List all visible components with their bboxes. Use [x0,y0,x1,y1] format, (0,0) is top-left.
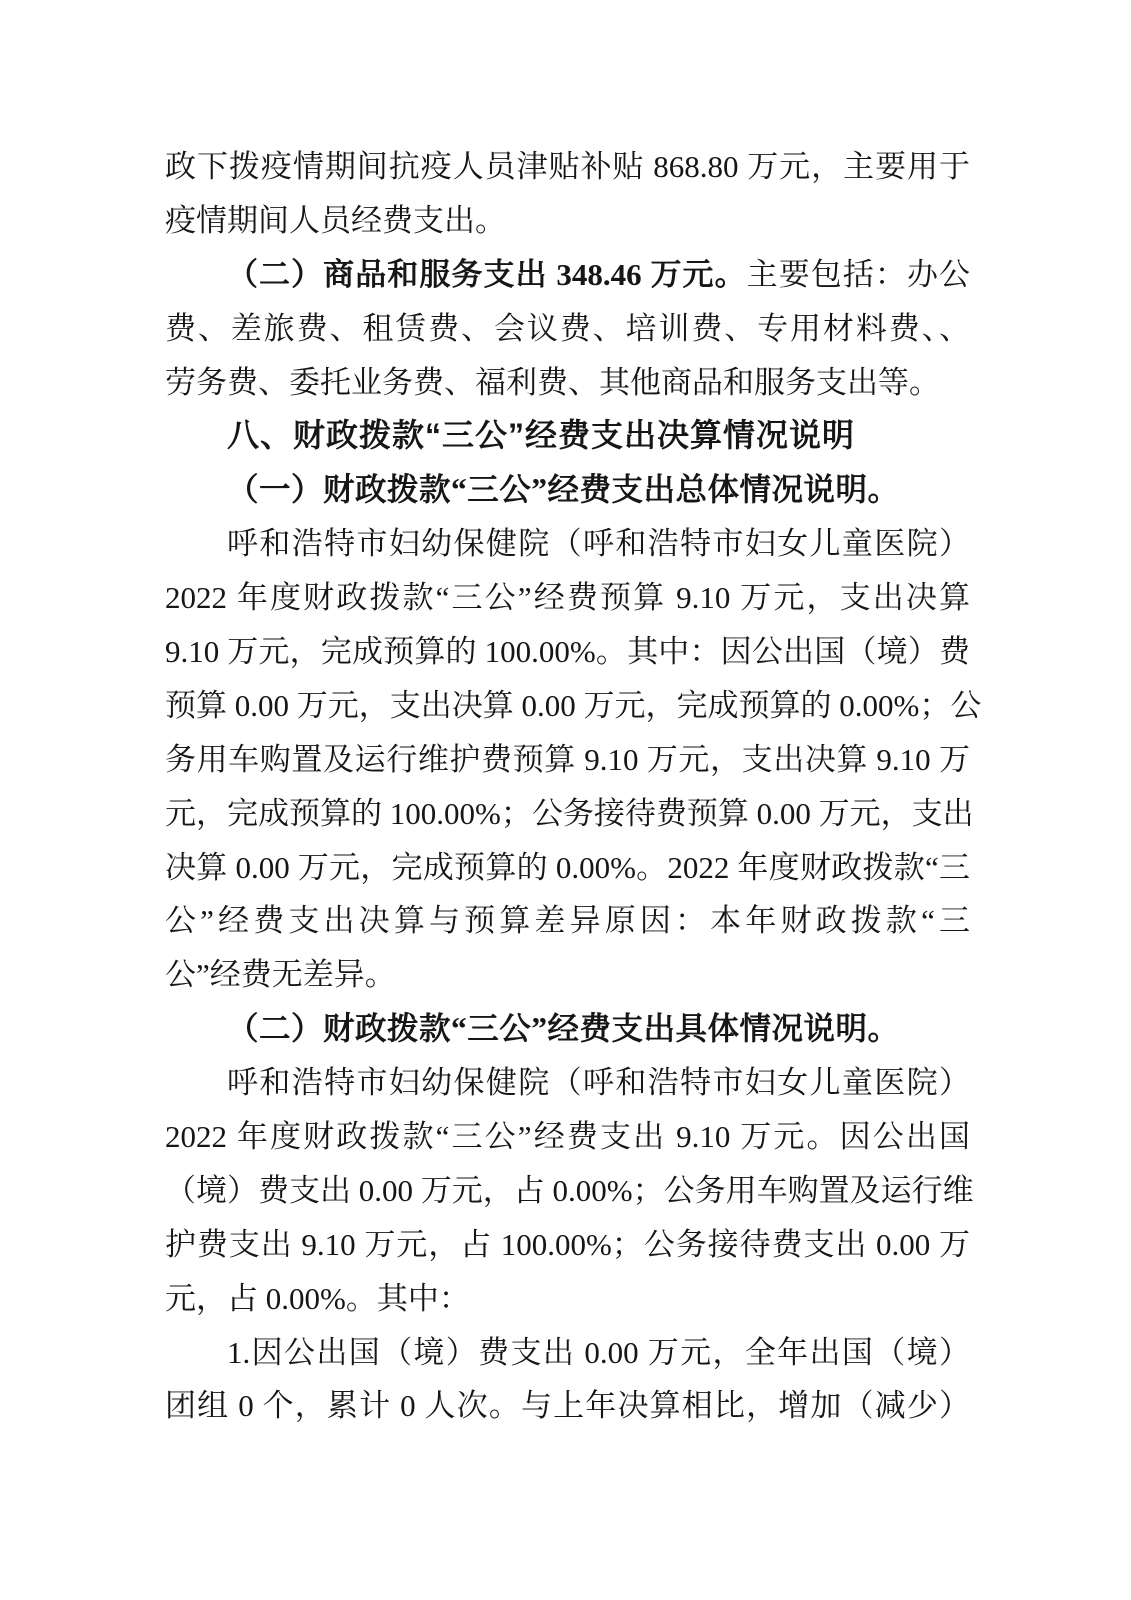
body-line-item1-groups: 团组 0 个，累计 0 人次。与上年决算相比，增加（减少） [165,1388,970,1424]
heading-detail-situation: （二）财政拨款“三公”经费支出具体情况说明。 [227,1011,900,1047]
body-line-budget-total: 2022 年度财政拨款“三公”经费预算 9.10 万元，支出决算 [165,580,970,616]
goods-services-regular-run: 主要包括：办公 [746,256,971,292]
body-line-hospital-name-2: 呼和浩特市妇幼保健院（呼和浩特市妇女儿童医院） [227,1065,970,1101]
body-line-hospital-name: 呼和浩特市妇幼保健院（呼和浩特市妇女儿童医院） [227,526,970,562]
body-line-no-variance: 公”经费无差异。 [165,957,396,993]
body-line-budget-completion: 9.10 万元，完成预算的 100.00%。其中：因公出国（境）费 [165,634,970,670]
body-line-variance-reason: 决算 0.00 万元，完成预算的 0.00%。2022 年度财政拨款“三 [165,849,970,885]
heading-section-eight: 八、财政拨款“三公”经费支出决算情况说明 [227,417,856,454]
body-line-reception-budget: 元，完成预算的 100.00%；公务接待费预算 0.00 万元，支出 [165,795,974,831]
body-line-abroad-share: （境）费支出 0.00 万元，占 0.00%；公务用车购置及运行维 [165,1172,974,1208]
body-line-item1-abroad: 1.因公出国（境）费支出 0.00 万元，全年出国（境） [227,1334,970,1370]
body-line-abroad-budget: 预算 0.00 万元，支出决算 0.00 万元，完成预算的 0.00%；公 [165,687,982,723]
body-line-fee-list-end: 劳务费、委托业务费、福利费、其他商品和服务支出等。 [165,364,940,400]
body-line-vehicle-budget: 务用车购置及运行维护费预算 9.10 万元，支出决算 9.10 万 [165,741,970,777]
para-goods-and-services [165,248,970,302]
body-line-subsidy: 政下拨疫情期间抗疫人员津贴补贴 868.80 万元，主要用于 [165,149,970,184]
body-line-expenditure-total: 2022 年度财政拨款“三公”经费支出 9.10 万元。因公出国 [165,1119,970,1155]
body-line-vehicle-share: 护费支出 9.10 万元，占 100.00%；公务接待费支出 0.00 万 [165,1226,970,1262]
goods-services-bold-run: （二）商品和服务支出 348.46 万元。 [227,256,747,292]
body-line-fee-list: 费、差旅费、租赁费、会议费、培训费、专用材料费、、 [165,310,970,346]
body-line-variance-reason-2: 公”经费支出决算与预算差异原因：本年财政拨款“三 [165,903,970,939]
heading-overall-situation: （一）财政拨款“三公”经费支出总体情况说明。 [227,472,900,508]
document-content [165,140,982,1433]
body-line-subsidy-end: 疫情期间人员经费支出。 [165,202,506,238]
body-line-reception-share: 元，占 0.00%。其中： [165,1280,470,1316]
